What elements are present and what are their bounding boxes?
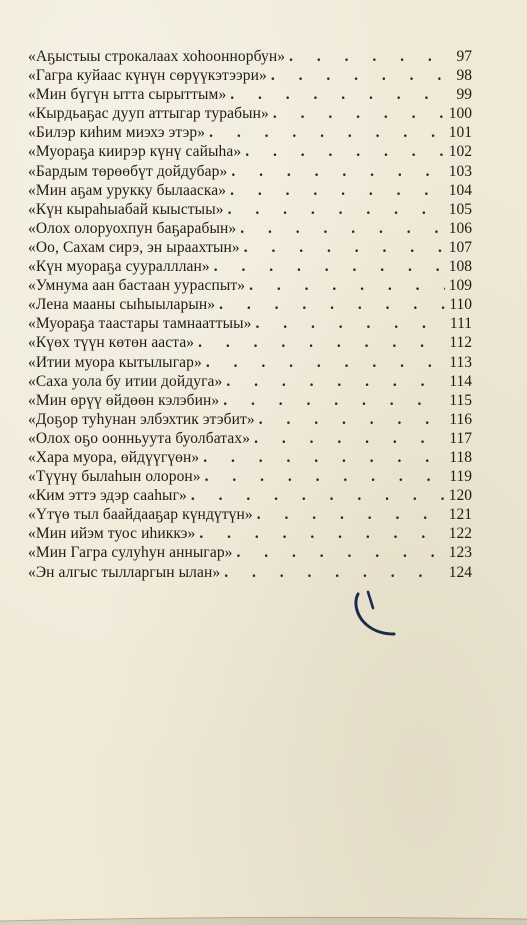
- dot-leader: [237, 543, 445, 562]
- toc-entry-page-number: 117: [449, 429, 472, 447]
- toc-entry-page-number: 114: [449, 372, 472, 390]
- toc-entry: [28, 333, 472, 352]
- toc-entry-title: «Мин өрүү өйдөөн кэлэбин»: [28, 391, 220, 409]
- toc-entry: [28, 85, 472, 104]
- toc-entry-page-number: 121: [448, 506, 472, 524]
- dot-leader: [231, 162, 445, 181]
- toc-entry-title: «Күөх түүн көтөн ааста»: [28, 334, 195, 352]
- toc-entry-title: «Оо, Сахам сирэ, эн ыраахтын»: [28, 238, 240, 256]
- toc-entry: [28, 104, 472, 123]
- dot-leader: [226, 372, 445, 391]
- dot-leader: [289, 47, 445, 66]
- toc-entry-page-number: 110: [449, 296, 472, 314]
- toc-entry-title: «Мин бүгүн ытта сырыттым»: [28, 86, 227, 104]
- toc-entry: [28, 66, 472, 85]
- toc-entry-title: «Доҕор туһунан элбэхтик этэбит»: [28, 410, 255, 428]
- toc-entry: [28, 429, 472, 448]
- toc-entry-title: «Бардым төрөөбүт дойдубар»: [28, 162, 228, 180]
- toc-entry: [28, 448, 472, 467]
- toc-entry-page-number: 123: [448, 544, 472, 562]
- toc-entry-title: «Лена мааны сыһыыларын»: [28, 296, 216, 314]
- toc-entry-page-number: 116: [449, 410, 472, 428]
- toc-entry-title: «Мин ийэм туос иһиккэ»: [28, 525, 196, 543]
- toc-entry: [28, 467, 472, 486]
- toc-entry: [28, 505, 472, 524]
- page-fold-shadow: [0, 905, 527, 925]
- handwritten-check-mark-icon: [342, 588, 402, 648]
- dot-leader: [271, 66, 445, 85]
- toc-entry-page-number: 118: [449, 448, 472, 466]
- toc-entry-title: «Муораҕа таастары тамнааттыы»: [28, 315, 252, 333]
- toc-entry: [28, 200, 472, 219]
- dot-leader: [255, 314, 445, 333]
- toc-entry: [28, 524, 472, 543]
- toc-entry: [28, 543, 472, 562]
- toc-entry-title: «Олох оҕо оонньуута буолбатах»: [28, 429, 251, 447]
- toc-entry-page-number: 100: [448, 105, 472, 123]
- toc-entry: [28, 314, 472, 333]
- dot-leader: [214, 257, 445, 276]
- toc-entry-title: «Билэр киһим миэхэ этэр»: [28, 124, 206, 142]
- toc-entry-page-number: 122: [448, 525, 472, 543]
- toc-entry-title: «Гагра куйаас күнүн сөрүүкэтээри»: [28, 67, 267, 85]
- toc-entry-title: «Күн кыраһыабай кыыстыы»: [28, 200, 224, 218]
- toc-entry: [28, 219, 472, 238]
- dot-leader: [273, 104, 445, 123]
- toc-entry-page-number: 124: [448, 563, 472, 581]
- toc-entry-title: «Аҕыстыы строкалаах хоһооннорбун»: [28, 48, 286, 65]
- toc-entry: [28, 410, 472, 429]
- toc-entry: [28, 123, 472, 142]
- toc-entry-title: «Эн алгыс тылларгын ылан»: [28, 563, 221, 581]
- toc-entry-page-number: 101: [448, 124, 472, 142]
- dot-leader: [230, 181, 445, 200]
- toc-entry-page-number: 119: [449, 468, 472, 486]
- toc-entry-page-number: 120: [448, 487, 472, 505]
- toc-entry-title: «Итии муора кытылыгар»: [28, 353, 202, 371]
- toc-entry-title: «Саха уола бу итии дойдуга»: [28, 372, 223, 390]
- toc-entry: [28, 257, 472, 276]
- dot-leader: [191, 486, 445, 505]
- toc-entry-title: «Күн муораҕа сууралллан»: [28, 258, 210, 276]
- toc-entry-title: «Ким эттэ эдэр сааһыг»: [28, 487, 187, 505]
- toc-entry: [28, 372, 472, 391]
- toc-entry-title: «Муораҕа киирэр күнү сайыһа»: [28, 143, 242, 161]
- toc-entry-page-number: 105: [448, 200, 472, 218]
- toc-entry: [28, 47, 472, 66]
- dot-leader: [230, 85, 445, 104]
- toc-entry: [28, 486, 472, 505]
- toc-entry: [28, 238, 472, 257]
- dot-leader: [254, 429, 445, 448]
- toc-entry-page-number: 113: [449, 353, 472, 371]
- dot-leader: [206, 353, 445, 372]
- dot-leader: [249, 276, 445, 295]
- toc-entry-title: «Хара муора, өйдүүгүөн»: [28, 448, 200, 466]
- toc-entry-title: «Олох олоруохпун баҕарабын»: [28, 219, 237, 237]
- dot-leader: [199, 524, 445, 543]
- toc-entry-page-number: 99: [456, 86, 472, 104]
- dot-leader: [257, 505, 445, 524]
- dot-leader: [228, 200, 445, 219]
- toc-entry-page-number: 106: [448, 219, 472, 237]
- toc-entry-page-number: 111: [449, 315, 472, 333]
- toc-entry-page-number: 112: [449, 334, 472, 352]
- toc-entry-title: «Мин аҕам урукку былааска»: [28, 181, 227, 199]
- toc-entry: [28, 276, 472, 295]
- dot-leader: [259, 410, 445, 429]
- toc-entry-page-number: 102: [448, 143, 472, 161]
- dot-leader: [224, 563, 445, 582]
- toc-entry-page-number: 97: [456, 48, 472, 65]
- toc-entry: [28, 353, 472, 372]
- dot-leader: [203, 448, 445, 467]
- toc-entry-page-number: 115: [449, 391, 472, 409]
- toc-entry-title: «Мин Гагра сулуһун анныгар»: [28, 544, 233, 562]
- toc-entry-title: «Умнума аан бастаан уураспыт»: [28, 277, 246, 295]
- dot-leader: [219, 295, 445, 314]
- dot-leader: [209, 123, 445, 142]
- toc-entry: [28, 162, 472, 181]
- table-of-contents: [28, 47, 472, 582]
- toc-entry: [28, 295, 472, 314]
- toc-entry-title: «Түүнү былаһын олорон»: [28, 468, 201, 486]
- toc-entry-page-number: 108: [448, 258, 472, 276]
- toc-entry-page-number: 98: [456, 67, 472, 85]
- toc-entry: [28, 563, 472, 582]
- toc-entry-title: «Кырдьаҕас дууп аттыгар турабын»: [28, 105, 269, 123]
- dot-leader: [198, 333, 445, 352]
- dot-leader: [205, 467, 445, 486]
- dot-leader: [240, 219, 445, 238]
- toc-entry-title: «Үтүө тыл баайдааҕар күндүтүн»: [28, 506, 253, 524]
- dot-leader: [245, 142, 445, 161]
- toc-entry-page-number: 109: [448, 277, 472, 295]
- toc-entry: [28, 181, 472, 200]
- toc-entry: [28, 142, 472, 161]
- toc-entry: [28, 391, 472, 410]
- toc-entry-page-number: 103: [448, 162, 472, 180]
- toc-entry-page-number: 104: [448, 181, 472, 199]
- dot-leader: [244, 238, 445, 257]
- dot-leader: [223, 391, 445, 410]
- toc-entry-page-number: 107: [448, 238, 472, 256]
